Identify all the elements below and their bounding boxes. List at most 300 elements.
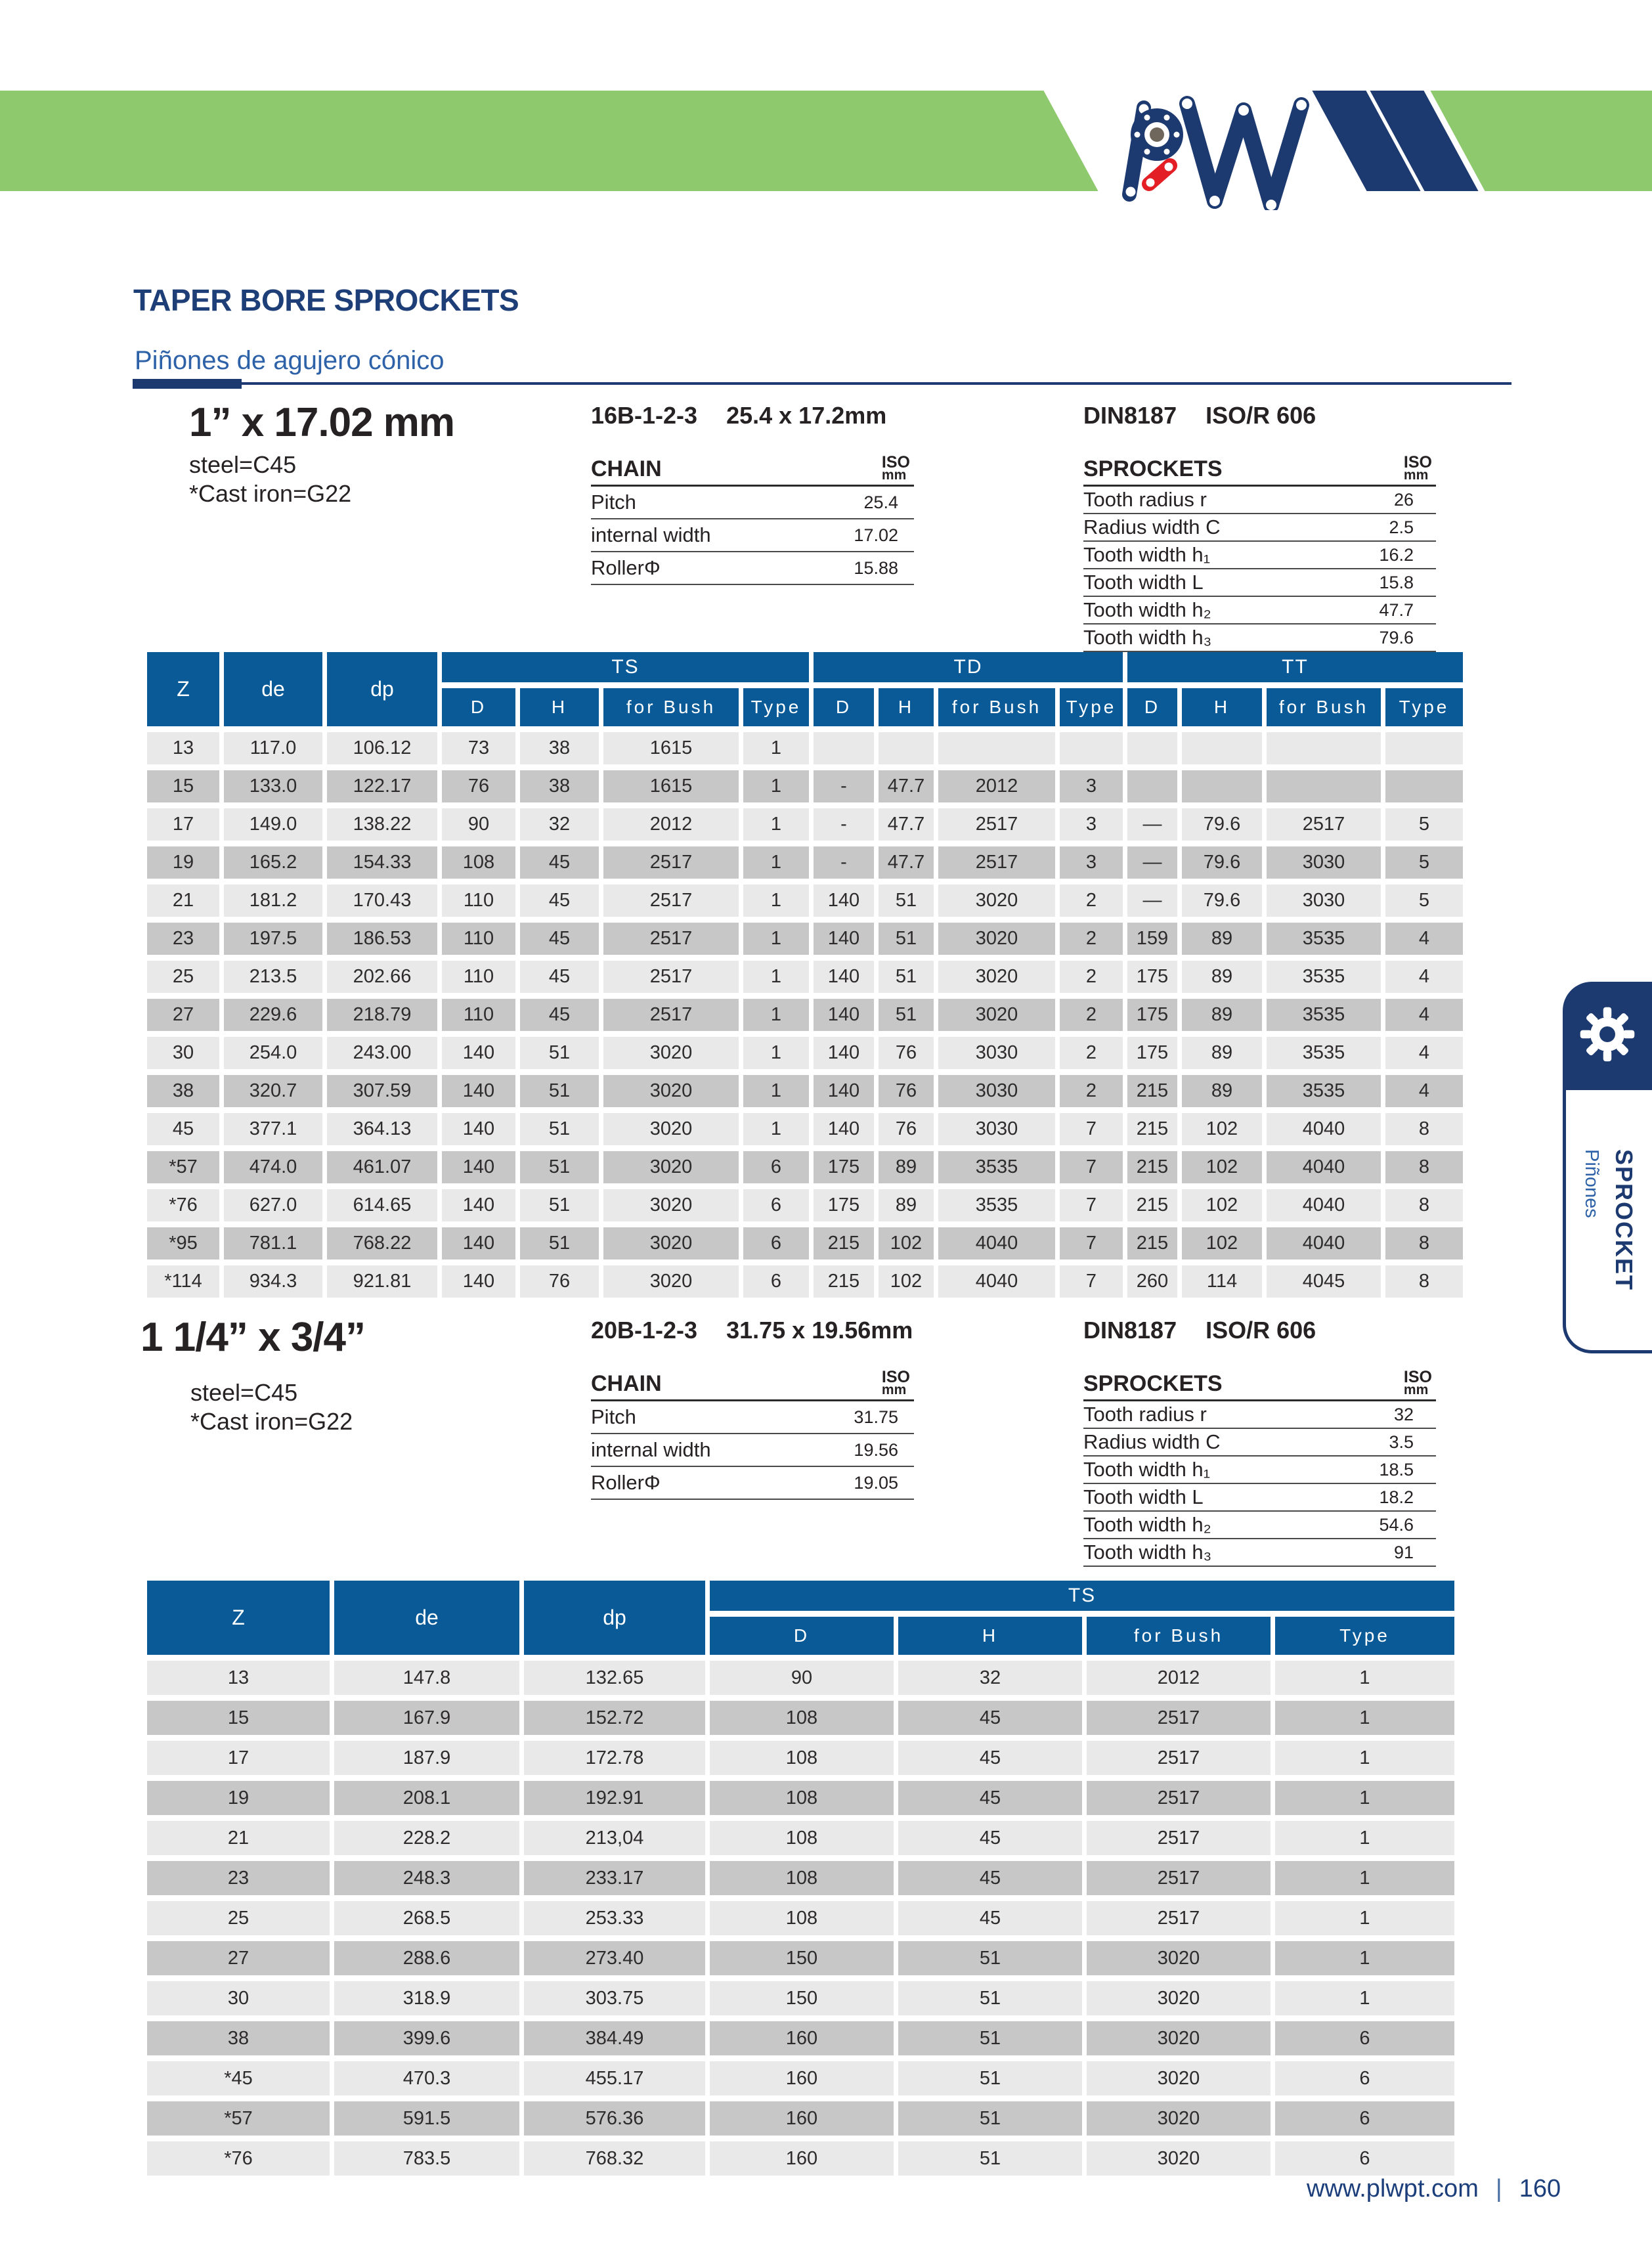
table-row <box>147 1037 1463 1069</box>
chain-label: CHAIN <box>591 1371 662 1396</box>
section2-sprocket-spec <box>1083 1317 1436 1567</box>
table-cell: 51 <box>520 1189 599 1221</box>
table-cell: 181.2 <box>224 885 322 917</box>
spec-value: 15.88 <box>854 558 898 578</box>
table-cell: 3030 <box>938 1037 1055 1069</box>
table-cell: 150 <box>710 1941 894 1975</box>
table-cell: 13 <box>147 732 219 764</box>
table-cell: 4040 <box>1267 1227 1381 1260</box>
table-cell: *95 <box>147 1227 219 1260</box>
table-cell: 45 <box>520 961 599 993</box>
table-cell: 21 <box>147 885 219 917</box>
table-cell: 6 <box>743 1189 809 1221</box>
table-row <box>147 1661 1454 1695</box>
table-cell: 140 <box>442 1075 515 1107</box>
gear-icon <box>1563 982 1652 1087</box>
table-cell: 215 <box>1127 1075 1177 1107</box>
table-cell: 1 <box>743 923 809 955</box>
table-cell: 108 <box>710 1821 894 1855</box>
sub-header: H <box>520 688 599 726</box>
table-row <box>147 2101 1454 2136</box>
table-cell: 2 <box>1060 1075 1123 1107</box>
table-cell: 51 <box>898 2101 1082 2136</box>
table-cell: 6 <box>1275 2021 1454 2055</box>
spec-value: 31.75 <box>854 1407 898 1427</box>
table-cell: 1 <box>1275 1901 1454 1935</box>
spec-label: Tooth width h₃ <box>1083 626 1212 649</box>
table-cell: 7 <box>1060 1227 1123 1260</box>
table-cell: 307.59 <box>327 1075 437 1107</box>
table-cell <box>1385 732 1463 764</box>
spec-value: 47.7 <box>1379 600 1414 620</box>
table-cell: 377.1 <box>224 1113 322 1145</box>
spec-value: 91 <box>1393 1542 1414 1562</box>
table-cell: 627.0 <box>224 1189 322 1221</box>
table-cell: 186.53 <box>327 923 437 955</box>
table-cell: 3020 <box>938 885 1055 917</box>
spec-label: internal width <box>591 523 711 546</box>
table-cell: 2517 <box>603 923 739 955</box>
table-cell: 8 <box>1385 1227 1463 1260</box>
iso-mm-unit: ISO mm <box>881 1367 910 1398</box>
column-header-dp: dp <box>524 1581 705 1655</box>
spec-row <box>1083 487 1436 514</box>
table-cell: 175 <box>814 1189 874 1221</box>
spec-row <box>1083 569 1436 597</box>
page-subtitle: Piñones de agujero cónico <box>135 346 445 375</box>
side-tab-sublabel: Piñones <box>1581 1149 1602 1218</box>
table-cell: 3020 <box>1087 1941 1271 1975</box>
table-cell: 470.3 <box>334 2061 519 2095</box>
table-cell: 2517 <box>938 808 1055 841</box>
iso-mm-unit: ISO mm <box>881 452 910 483</box>
table-cell: 4040 <box>938 1265 1055 1298</box>
chain-model: 16B-1-2-3 <box>591 402 698 429</box>
table-cell: 1615 <box>603 770 739 802</box>
table-cell: 4 <box>1385 1075 1463 1107</box>
table-cell: 215 <box>1127 1227 1177 1260</box>
spec-row <box>1083 1457 1436 1484</box>
column-header-de: de <box>224 652 322 726</box>
title-rule-accent <box>133 379 242 389</box>
table-cell: 260 <box>1127 1265 1177 1298</box>
table-cell: 1 <box>743 732 809 764</box>
table-cell: 152.72 <box>524 1701 705 1735</box>
table-cell: 7 <box>1060 1113 1123 1145</box>
table-cell <box>1060 732 1123 764</box>
table-cell: 140 <box>814 885 874 917</box>
table-row <box>147 846 1463 879</box>
table-cell: 38 <box>147 1075 219 1107</box>
table-row <box>147 1151 1463 1183</box>
table-cell: 3 <box>1060 808 1123 841</box>
table-cell: 2517 <box>1267 808 1381 841</box>
table-cell: 45 <box>520 885 599 917</box>
table-cell: - <box>814 846 874 879</box>
table-cell: 140 <box>442 1265 515 1298</box>
table-cell: 108 <box>710 1741 894 1775</box>
table-cell: 1 <box>1275 1981 1454 2015</box>
table-cell: 3020 <box>603 1189 739 1221</box>
table-row <box>147 1701 1454 1735</box>
table-row <box>147 1941 1454 1975</box>
table-cell: 27 <box>147 1941 330 1975</box>
table-cell: 13 <box>147 1661 330 1695</box>
chain-spec-header <box>591 1363 914 1401</box>
table-cell: 15 <box>147 770 219 802</box>
table-cell: 140 <box>442 1151 515 1183</box>
table-cell: 318.9 <box>334 1981 519 2015</box>
table-cell: 108 <box>710 1861 894 1895</box>
spec-label: RollerΦ <box>591 1471 661 1494</box>
table-cell: 1 <box>1275 1781 1454 1815</box>
table-cell: 215 <box>1127 1151 1177 1183</box>
table-row <box>147 2061 1454 2095</box>
table-row <box>147 2141 1454 2176</box>
table-cell: 7 <box>1060 1151 1123 1183</box>
table-row <box>147 1861 1454 1895</box>
table-cell: 89 <box>879 1189 934 1221</box>
table-cell: 455.17 <box>524 2061 705 2095</box>
spec-row <box>591 1467 914 1500</box>
table-cell: 1 <box>743 770 809 802</box>
table-cell: 159 <box>1127 923 1177 955</box>
table-cell: 89 <box>1182 923 1262 955</box>
sprocket-standard-title <box>1083 1317 1436 1348</box>
table-cell: 1 <box>743 846 809 879</box>
table-cell: 76 <box>879 1075 934 1107</box>
table-cell: 76 <box>879 1037 934 1069</box>
table-cell: 768.32 <box>524 2141 705 2176</box>
table-cell: 1 <box>1275 1821 1454 1855</box>
table-cell: 30 <box>147 1981 330 2015</box>
table-cell: 32 <box>520 808 599 841</box>
spec-row <box>591 1401 914 1434</box>
table-cell: 19 <box>147 846 219 879</box>
table-cell: 1 <box>743 808 809 841</box>
table-cell: 79.6 <box>1182 846 1262 879</box>
sprocket-spec-header <box>1083 1363 1436 1401</box>
group-header-TT: TT <box>1127 652 1463 682</box>
table-cell: 140 <box>814 1075 874 1107</box>
table-row <box>147 1901 1454 1935</box>
title-rule <box>242 382 1511 385</box>
spec-row <box>1083 1401 1436 1429</box>
table-cell: — <box>1127 885 1177 917</box>
table-cell: 140 <box>814 1113 874 1145</box>
table-cell: 45 <box>898 1861 1082 1895</box>
table-cell: 90 <box>442 808 515 841</box>
table-cell: 25 <box>147 1901 330 1935</box>
table-cell: 102 <box>1182 1113 1262 1145</box>
table-cell: 89 <box>1182 1075 1262 1107</box>
spec-row <box>591 519 914 552</box>
table-cell: 3535 <box>938 1151 1055 1183</box>
table-cell: 2517 <box>1087 1741 1271 1775</box>
table-row <box>147 885 1463 917</box>
material-cast-iron: *Cast iron=G22 <box>189 480 352 507</box>
table-cell: 197.5 <box>224 923 322 955</box>
sub-header: Type <box>743 688 809 726</box>
table-cell: 591.5 <box>334 2101 519 2136</box>
table-cell: 384.49 <box>524 2021 705 2055</box>
table-cell: 4040 <box>1267 1151 1381 1183</box>
table-cell: 576.36 <box>524 2101 705 2136</box>
table-cell: *57 <box>147 2101 330 2136</box>
table-cell: *57 <box>147 1151 219 1183</box>
iso-mm-unit: ISO mm <box>1403 452 1432 483</box>
sprocket-section-tab[interactable] <box>1563 982 1652 1356</box>
standard-iso: ISO/R 606 <box>1206 402 1316 429</box>
table-cell: 3020 <box>938 961 1055 993</box>
table-cell: 45 <box>520 846 599 879</box>
table-cell: 3535 <box>1267 961 1381 993</box>
table-cell: 27 <box>147 999 219 1031</box>
table-cell: 133.0 <box>224 770 322 802</box>
chain-model: 20B-1-2-3 <box>591 1317 698 1344</box>
table-cell: 38 <box>520 732 599 764</box>
table-cell: 23 <box>147 1861 330 1895</box>
table-cell <box>1127 732 1177 764</box>
table-cell: *114 <box>147 1265 219 1298</box>
table-cell: 51 <box>520 1037 599 1069</box>
table-cell: 3020 <box>603 1265 739 1298</box>
spec-label: internal width <box>591 1438 711 1461</box>
table-cell: 614.65 <box>327 1189 437 1221</box>
table-cell: 2517 <box>1087 1781 1271 1815</box>
table-cell: 122.17 <box>327 770 437 802</box>
table-cell: 76 <box>520 1265 599 1298</box>
table-cell: 4 <box>1385 923 1463 955</box>
table-cell: 51 <box>520 1151 599 1183</box>
table-cell: 2012 <box>1087 1661 1271 1695</box>
table-cell: 3020 <box>938 999 1055 1031</box>
table-cell: 2517 <box>1087 1901 1271 1935</box>
table-cell: 3020 <box>603 1037 739 1069</box>
table-cell: 2012 <box>603 808 739 841</box>
sprocket-table-20b <box>142 1575 1459 2181</box>
table-cell: 4040 <box>1267 1113 1381 1145</box>
table-cell: 51 <box>879 885 934 917</box>
table-cell: 1 <box>1275 1941 1454 1975</box>
column-header-Z: Z <box>147 652 219 726</box>
spec-value: 15.8 <box>1379 572 1414 592</box>
table-cell: 51 <box>520 1113 599 1145</box>
standard-iso: ISO/R 606 <box>1206 1317 1316 1344</box>
table-cell: 175 <box>1127 999 1177 1031</box>
chain-dimension: 31.75 x 19.56mm <box>726 1317 913 1344</box>
table-cell: 17 <box>147 808 219 841</box>
table-row <box>147 770 1463 802</box>
table-cell: 6 <box>1275 2061 1454 2095</box>
table-cell: 2 <box>1060 1037 1123 1069</box>
table-cell: 6 <box>743 1151 809 1183</box>
table-cell: 3030 <box>1267 846 1381 879</box>
table-cell: 51 <box>879 923 934 955</box>
plw-logo-icon <box>1110 79 1326 213</box>
table-cell: 7 <box>1060 1189 1123 1221</box>
table-cell: 1 <box>743 961 809 993</box>
table-cell: 215 <box>814 1265 874 1298</box>
table-cell: 79.6 <box>1182 808 1262 841</box>
sprockets-label: SPROCKETS <box>1083 1371 1223 1396</box>
spec-label: Radius width C <box>1083 515 1221 538</box>
table-cell: 3020 <box>603 1113 739 1145</box>
table-cell: 6 <box>743 1227 809 1260</box>
table-cell: 175 <box>1127 961 1177 993</box>
spec-label: Pitch <box>591 491 636 514</box>
table-row <box>147 2021 1454 2055</box>
table-cell: 2 <box>1060 923 1123 955</box>
table-cell: 192.91 <box>524 1781 705 1815</box>
table-cell <box>1182 770 1262 802</box>
table-cell: 2517 <box>603 885 739 917</box>
table-cell: 47.7 <box>879 846 934 879</box>
table-cell: 79.6 <box>1182 885 1262 917</box>
table-cell: 288.6 <box>334 1941 519 1975</box>
table-cell: 1 <box>1275 1861 1454 1895</box>
table-cell: 1 <box>743 999 809 1031</box>
table-cell: 110 <box>442 923 515 955</box>
table-cell: 167.9 <box>334 1701 519 1735</box>
table-cell: 25 <box>147 961 219 993</box>
column-header-Z: Z <box>147 1581 330 1655</box>
table-cell: 3535 <box>1267 923 1381 955</box>
table-cell: 253.33 <box>524 1901 705 1935</box>
spec-label: Tooth width h₁ <box>1083 1458 1211 1481</box>
table-cell: 51 <box>898 1981 1082 2015</box>
table-row <box>147 808 1463 841</box>
table-row <box>147 923 1463 955</box>
side-tab-body <box>1563 1087 1652 1353</box>
table-cell: 3535 <box>1267 1075 1381 1107</box>
table-cell: 2012 <box>938 770 1055 802</box>
table-cell: 2517 <box>938 846 1055 879</box>
material-cast-iron: *Cast iron=G22 <box>190 1408 353 1435</box>
table-cell: 114 <box>1182 1265 1262 1298</box>
spec-row <box>591 1434 914 1467</box>
table-cell: 51 <box>898 2141 1082 2176</box>
iso-mm-unit: ISO mm <box>1403 1367 1432 1398</box>
table-cell: 106.12 <box>327 732 437 764</box>
table-cell: 1 <box>1275 1661 1454 1695</box>
material-steel: steel=C45 <box>190 1379 298 1406</box>
spec-value: 2.5 <box>1389 517 1414 537</box>
table-cell <box>1267 732 1381 764</box>
table-row <box>147 1741 1454 1775</box>
table-cell: 102 <box>879 1227 934 1260</box>
table-cell: 170.43 <box>327 885 437 917</box>
table-cell: 213,04 <box>524 1821 705 1855</box>
table-cell: 108 <box>442 846 515 879</box>
table-cell <box>1385 770 1463 802</box>
group-header-TS: TS <box>442 652 809 682</box>
spec-value: 18.5 <box>1379 1459 1414 1479</box>
table-cell: 6 <box>1275 2101 1454 2136</box>
table-cell: 51 <box>520 1227 599 1260</box>
page-title: TAPER BORE SPROCKETS <box>133 283 519 317</box>
table-cell: 1 <box>1275 1741 1454 1775</box>
table-cell <box>1267 770 1381 802</box>
spec-row <box>1083 514 1436 542</box>
table-row <box>147 1981 1454 2015</box>
table-cell: 187.9 <box>334 1741 519 1775</box>
table-cell: 8 <box>1385 1189 1463 1221</box>
table-cell: 38 <box>147 2021 330 2055</box>
table-cell: 108 <box>710 1701 894 1735</box>
section1-size-title: 1” x 17.02 mm <box>189 400 455 445</box>
table-cell: 89 <box>1182 1037 1262 1069</box>
chain-model-title <box>591 402 914 433</box>
table-row <box>147 1227 1463 1260</box>
table-cell: 1 <box>743 1037 809 1069</box>
table-cell: 3030 <box>938 1113 1055 1145</box>
spec-label: Tooth width L <box>1083 571 1204 594</box>
table-cell: 3535 <box>938 1189 1055 1221</box>
website-link[interactable]: www.plwpt.com <box>1307 2175 1479 2202</box>
table-cell: 213.5 <box>224 961 322 993</box>
table-cell: 51 <box>898 1941 1082 1975</box>
table-cell: 3020 <box>1087 2061 1271 2095</box>
table-cell: 17 <box>147 1741 330 1775</box>
table-cell: 2 <box>1060 999 1123 1031</box>
table-cell: 320.7 <box>224 1075 322 1107</box>
table-cell: 3020 <box>1087 2101 1271 2136</box>
table-cell: 73 <box>442 732 515 764</box>
table-cell <box>1127 770 1177 802</box>
table-cell: 3030 <box>1267 885 1381 917</box>
table-cell: 2517 <box>1087 1821 1271 1855</box>
table-cell: 3020 <box>603 1075 739 1107</box>
spec-label: Tooth radius r <box>1083 488 1207 511</box>
table-cell: 229.6 <box>224 999 322 1031</box>
table-cell: 768.22 <box>327 1227 437 1260</box>
table-cell: 117.0 <box>224 732 322 764</box>
table-cell: 3535 <box>1267 1037 1381 1069</box>
table-cell: 15 <box>147 1701 330 1735</box>
table-cell: 4 <box>1385 999 1463 1031</box>
table-cell: 160 <box>710 2061 894 2095</box>
table-cell: 461.07 <box>327 1151 437 1183</box>
page-footer <box>1307 2175 1561 2203</box>
table-cell: 233.17 <box>524 1861 705 1895</box>
table-cell: 38 <box>520 770 599 802</box>
table-cell: 45 <box>520 923 599 955</box>
table-cell: 45 <box>898 1901 1082 1935</box>
table-cell: 364.13 <box>327 1113 437 1145</box>
table-cell: 76 <box>879 1113 934 1145</box>
table-cell: 3030 <box>938 1075 1055 1107</box>
table-cell: 215 <box>1127 1189 1177 1221</box>
sub-header: H <box>879 688 934 726</box>
sprockets-label: SPROCKETS <box>1083 456 1223 481</box>
table-cell: 175 <box>1127 1037 1177 1069</box>
chain-dimension: 25.4 x 17.2mm <box>726 402 887 429</box>
table-cell: 303.75 <box>524 1981 705 2015</box>
table-cell: 7 <box>1060 1265 1123 1298</box>
table-cell: 90 <box>710 1661 894 1695</box>
sub-header: for Bush <box>938 688 1055 726</box>
sub-header: H <box>898 1617 1082 1655</box>
spec-value: 25.4 <box>863 492 898 512</box>
spec-value: 16.2 <box>1379 544 1414 565</box>
table-cell: 268.5 <box>334 1901 519 1935</box>
table-cell: - <box>814 770 874 802</box>
table-cell: 147.8 <box>334 1661 519 1695</box>
table-cell: 2517 <box>1087 1701 1271 1735</box>
spec-row <box>1083 597 1436 625</box>
table-cell: — <box>1127 846 1177 879</box>
